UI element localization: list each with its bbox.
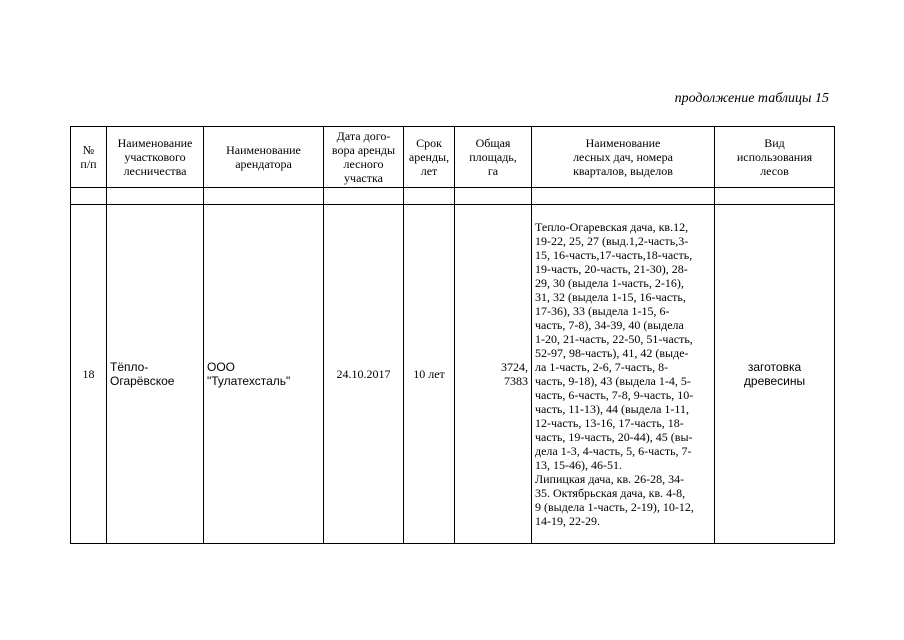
spacer-row: [71, 188, 835, 205]
spacer-cell: [532, 188, 715, 205]
spacer-cell: [404, 188, 455, 205]
header-row: [71, 127, 835, 188]
spacer-cell: [107, 188, 204, 205]
cell-term: 10 лет: [404, 205, 455, 544]
header-plots: Наименование лесных дач, номера кварталов, выделов: [532, 127, 715, 188]
header-num: № п/п: [71, 127, 107, 188]
spacer-cell: [324, 188, 404, 205]
spacer-cell: [455, 188, 532, 205]
spacer-cell: [715, 188, 835, 205]
table-row: [71, 205, 835, 544]
cell-area: 3724, 7383: [455, 205, 532, 544]
header-area: Общая площадь, га: [455, 127, 532, 188]
spacer-cell: [71, 188, 107, 205]
header-forestry: Наименование участкового лесничества: [107, 127, 204, 188]
cell-tenant: ООО "Тулатехсталь": [204, 205, 324, 544]
table-caption: продолжение таблицы 15: [674, 91, 829, 106]
cell-num: 18: [71, 205, 107, 544]
cell-usage: заготовка древесины: [715, 205, 835, 544]
header-usage: Вид использования лесов: [715, 127, 835, 188]
cell-forestry: Тёпло- Огарёвское: [107, 205, 204, 544]
cell-date: 24.10.2017: [324, 205, 404, 544]
header-term: Срок аренды, лет: [404, 127, 455, 188]
header-date: Дата дого- вора аренды лесного участка: [324, 127, 404, 188]
cell-plots: Тепло-Огаревская дача, кв.12, 19-22, 25, 27 (выд.1,2-часть,3- 15, 16-часть,17-часть,18-часть, 19-часть, 20-часть, 21-30), 28- 29, 30 (выдела 1-часть, 2-16), 31, 32 (выдела 1-15, 16-часть, 17-36), 33 (выдела 1-15, 6- часть, 7-8), 34-39, 40 (выдела 1-20, 21-часть, 22-50, 51-часть, 52-97, 98-часть), 41, 42 (выде- ла 1-часть, 2-6, 7-часть, 8- часть, 9-18), 43 (выдела 1-4, 5- часть, 6-часть, 7-8, 9-часть, 10- часть, 11-13), 44 (выдела 1-11, 12-часть, 13-16, 17-часть, 18- часть, 19-часть, 20-44), 45 (вы- дела 1-3, 4-часть, 5, 6-часть, 7- 13, 15-46), 46-51. Липицкая дача, кв. 26-28, 34- 35. Октябрьская дача, кв. 4-8, 9 (выдела 1-часть, 2-19), 10-12, 14-19, 22-29.: [532, 205, 715, 544]
header-tenant: Наименование арендатора: [204, 127, 324, 188]
lease-table: [70, 126, 835, 544]
spacer-cell: [204, 188, 324, 205]
